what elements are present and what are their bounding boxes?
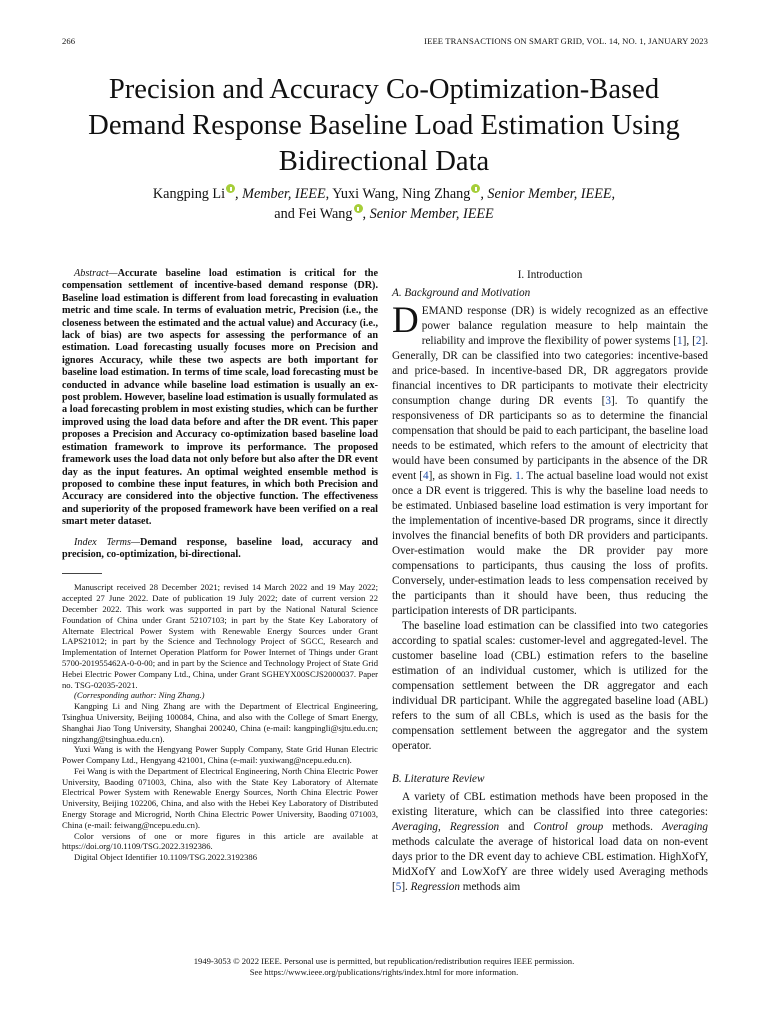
section-heading: I. Introduction	[517, 269, 583, 281]
drop-cap: D	[392, 300, 419, 341]
author-name: Kangping Li	[152, 186, 226, 202]
abstract	[62, 268, 378, 529]
copyright-footer	[60, 956, 708, 978]
orcid-icon[interactable]	[471, 184, 480, 193]
index-terms-lead: Index Terms—	[74, 536, 141, 548]
author-role: , Member, IEEE	[235, 186, 326, 202]
paragraph: A variety of CBL estimation methods have been proposed in the existing literature, which can be classified into three categories: Averaging, Regression and Control group methods. Averaging methods calculate the average of historical load data on non-event days prior to the DR event day to achieve CBL estimation. HighXofY, MidXofY and LowXofY are three widely used Averaging methods [5]. Regression methods aim	[392, 791, 708, 893]
citation-link[interactable]: 1	[677, 335, 683, 347]
rights-line: See https://www.ieee.org/publications/rights/index.html for more information.	[249, 967, 519, 977]
left-column	[62, 268, 378, 863]
index-terms-text: Demand response, baseline load, accuracy and precision, co-optimization, bi-directional.	[62, 536, 378, 560]
footnote-corresponding: (Corresponding author: Ning Zhang.)	[74, 690, 205, 701]
footnote-affiliation: Kangping Li and Ning Zhang are with the Department of Electrical Engineering, Tsinghua University, Beijing 100084, China, and also with the College of Smart Energy, Shanghai Jiao Tong University, Shanghai 200240, China (e-mail: kangpingli@sjtu.edu.cn; ningzhang@tsinghua.edu.cn).	[62, 701, 378, 744]
footnote-manuscript: Manuscript received 28 December 2021; revised 14 March 2022 and 19 May 2022; accepted 27 June 2022. Date of publication 19 July 2022; date of current version 22 December 2022. This work was supported in part by the National Natural Science Foundation of China under Grant 52107103; in part by the State Key Laboratory of Alternate Electrical Power System with Renewable Energy Sources under Grant LAPS21012; in part by the Science and Technology Project of SGCC, Research and Implementation of Internet Operation Platform for Power Internet of Things under Grant 5700-201955462A-0-0-00; and in part by the Science and Technology Project of State Grid Hebei Electric Power Company Ltd., China, under Grant SGHEYX00SCJS2000037. Paper no. TSG-02035-2021.	[62, 582, 378, 690]
author-list	[60, 184, 708, 224]
abstract-text: Accurate baseline load estimation is critical for the compensation settlement of incentive-based demand response (DR). Baseline load estimation is different from load forecasting in evaluation metric and time scale. In terms of evaluation metric, Precision (i.e., the closeness between the estimated and the actual value) and Accuracy (i.e., lack of bias) are two aspects for assessing the performance of an estimation. Load forecasting usually focuses more on Precision and ignores Accuracy, while these two aspects are both important for baseline load estimation. In terms of time scale, load forecasting must be conducted in advance while baseline load estimation is usually an ex-post problem. However, baseline load estimation is usually formulated as a load forecasting problem in most existing studies, which can be further improved using the load data before and after the DR event. This paper proposes a Precision and Accuracy co-optimization based baseline load estimation framework to improve its performance. The proposed framework uses the load data not only before but also after the DR event day as the input features. An optimal weighted ensemble method is proposed to combine these input features, in which both Precision and Accuracy are considered into the objective function. The effectiveness and superiority of the proposed framework have been verified on a real smart meter dataset.	[62, 268, 378, 528]
copyright-line: 1949-3053 © 2022 IEEE. Personal use is permitted, but republication/redistribution requires IEEE permission.	[193, 956, 575, 966]
author-name: and Fei Wang	[274, 206, 353, 222]
paper-title: Precision and Accuracy Co-Optimization-Based Demand Response Baseline Load Estimation Using Bidirectional Data	[88, 74, 680, 177]
author-line-2	[60, 204, 708, 224]
citation-link[interactable]: 4	[422, 470, 429, 482]
paragraph: The baseline load estimation can be classified into two categories according to spatial scales: customer-level and aggregated-level. The customer baseline load (CBL) estimation refers to the baseline estimation of an individual customer, which is utilized for the compensation settlement between the DR aggregator and each individual DR participant. While the aggregated baseline load (ABL) refers to the sum of all CBLs, which is used as the basis for the compensation settlement between the aggregator and the system operator.	[392, 620, 708, 752]
footnote-doi: Digital Object Identifier 10.1109/TSG.2022.3192386	[74, 852, 257, 863]
abstract-lead: Abstract—	[74, 268, 118, 279]
footnote-affiliation: Fei Wang is with the Department of Electrical Engineering, North China Electric Power University, Baoding 071003, China, also with the State Key Laboratory of Alternate Electrical Power System with Renewable Energy Sources, North China Electric Power University, Beijing 102206, China, and also with the Hebei Key Laboratory of Distributed Energy Storage and Microgrid, North China Electric Power University, Baoding 071003, China (e-mail: feiwang@ncepu.edu.cn).	[62, 765, 378, 830]
footnote-divider	[62, 573, 102, 574]
author-role: , Senior Member, IEEE,	[480, 186, 616, 202]
right-column	[392, 268, 708, 895]
footnote-affiliation: Yuxi Wang is with the Hengyang Power Supply Company, State Grid Hunan Electric Power Company Ltd., Hengyang 421001, China (e-mail: yuxiwang@ncepu.edu.cn).	[62, 744, 378, 766]
index-terms	[62, 537, 378, 562]
subsection-heading: B. Literature Review	[392, 773, 485, 785]
author-name: , Yuxi Wang, Ning Zhang	[325, 186, 471, 202]
page-number: 266	[62, 36, 76, 46]
author-line-1	[60, 184, 708, 204]
orcid-icon[interactable]	[354, 204, 363, 213]
figure-link[interactable]: 1	[515, 470, 521, 482]
subsection-heading: A. Background and Motivation	[392, 287, 531, 299]
journal-header: IEEE TRANSACTIONS ON SMART GRID, VOL. 14, NO. 1, JANUARY 2023	[424, 36, 708, 46]
paragraph: DEMAND response (DR) is widely recognized as an effective power balance regulation measure to help maintain the reliability and improve the flexibility of power systems [1], [2]. Generally, DR can be classified into two categories: incentive-based and price-based. In incentive-based DR, DR aggregators provide financial incentives to DR participants to motivate their electricity consumption change during DR events [3]. To quantify the responsiveness of DR participants so as to determine the financial compensation that should be paid to each participant, the baseline load needs to be estimated, which refers to the amount of electricity that would have been consumed by participants in the absence of the DR event [4], as shown in Fig. 1. The actual baseline load would not exist once a DR event is triggered. This is why the baseline load needs to be estimated. Unbiased baseline load estimation is very important for the implementation of incentive-based DR programs, since it directly involves the financial benefits of both DR providers and participants. Over-estimation would make the DR provider pay more compensations to participants, thus causing the loss of profits. Conversely, under-estimation leads to less compensation received by the participants than it should have been, thus reducing the participation interests of DR participants.	[392, 300, 708, 617]
orcid-icon[interactable]	[226, 184, 235, 193]
footnote-color-versions: Color versions of one or more figures in this article are available at https://doi.org/10.1109/TSG.2022.3192386.	[62, 830, 378, 852]
citation-link[interactable]: 5	[395, 881, 402, 893]
citation-link[interactable]: 2	[695, 335, 702, 347]
citation-link[interactable]: 3	[605, 395, 611, 407]
footnotes	[62, 582, 378, 863]
author-role: , Senior Member, IEEE	[362, 206, 494, 222]
